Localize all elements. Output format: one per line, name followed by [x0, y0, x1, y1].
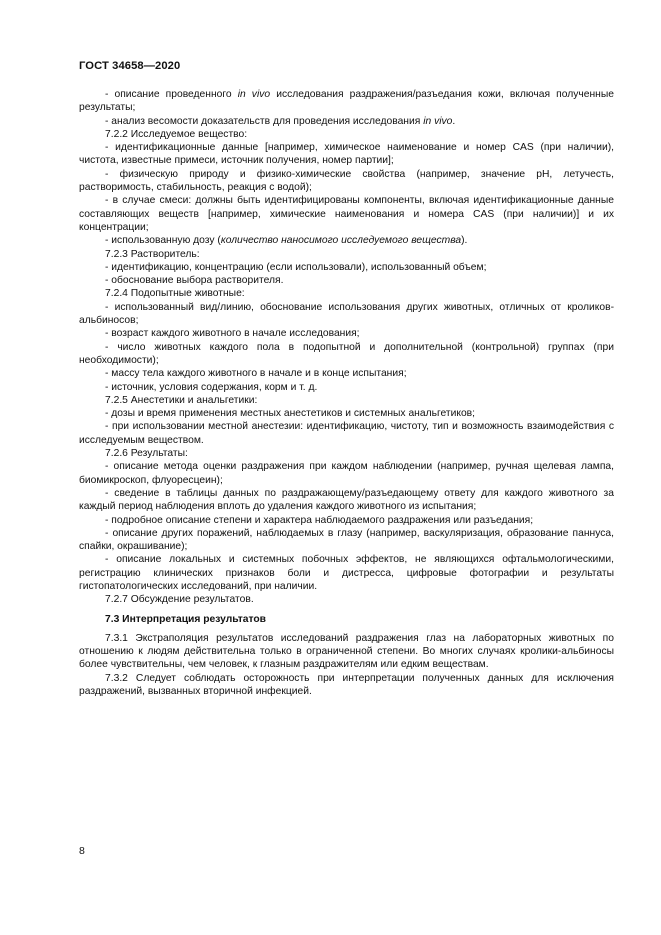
paragraph-body-weight: - массу тела каждого животного в начале и в конце испытания;	[105, 368, 407, 380]
heading-7-2-3: 7.2.3 Растворитель:	[105, 248, 200, 260]
heading-7-2-4: 7.2.4 Подопытные животные:	[105, 288, 245, 300]
paragraph-anesthetic-doses: - дозы и время применения местных анестетиков и системных анальгетиков;	[105, 408, 476, 420]
paragraph-mixture: - в случае смеси: должны быть идентифицированы компоненты, включая идентификационные данные составляющих веществ [например, химические наименования и номера CAS (при наличии)] и их концентрации;	[79, 195, 614, 233]
paragraph-in-vivo-description: - описание проведенного in vivo исследования раздражения/разъедания кожи, включая полученные результаты;	[79, 89, 614, 114]
document-body	[79, 88, 614, 698]
paragraph-weight-of-evidence: - анализ весомости доказательств для проведения исследования in vivo.	[105, 115, 456, 127]
paragraph-local-anesthesia: - при использовании местной анестезии: идентификацию, чистоту, тип и возможность взаимодействия с исследуемым веществом.	[79, 421, 614, 446]
document-header-code: ГОСТ 34658—2020	[79, 60, 181, 72]
paragraph-age: - возраст каждого животного в начале исследования;	[105, 328, 360, 340]
heading-7-2-6: 7.2.6 Результаты:	[105, 448, 188, 460]
heading-7-2-2: 7.2.2 Исследуемое вещество:	[105, 128, 248, 140]
heading-7-2-5: 7.2.5 Анестетики и анальгетики:	[105, 394, 258, 406]
paragraph-number-of-animals: - число животных каждого пола в подопытной и дополнительной (контрольной) группах (при необходимости);	[79, 341, 614, 366]
heading-7-2-7: 7.2.7 Обсуждение результатов.	[105, 594, 254, 606]
paragraph-tabulation: - сведение в таблицы данных по раздражающему/разъедающему ответу для каждого животного за каждый период наблюдения вплоть до удаления каждого животного из испытания;	[79, 487, 614, 513]
section-heading-7-3: 7.3 Интерпретация результатов	[105, 613, 266, 625]
paragraph-solvent-identification: - идентификацию, концентрацию (если использовали), использованный объем;	[105, 261, 487, 273]
paragraph-solvent-justification: - обоснование выбора растворителя.	[105, 275, 284, 287]
paragraph-identification-data: - идентификационные данные [например, химическое наименование и номер CAS (при наличии), чистота, известные примеси, источник получения, номер партии];	[79, 142, 614, 167]
paragraph-detailed-description: - подробное описание степени и характера наблюдаемого раздражения или разъедания;	[105, 514, 534, 526]
paragraph-evaluation-method: - описание метода оценки раздражения при каждом наблюдении (например, ручная щелевая лампа, биомикроскоп, флуоресцеин);	[79, 461, 614, 486]
paragraph-7-3-1: 7.3.1 Экстраполяция результатов исследований раздражения глаз на лабораторных животных по отношению к людям действительна только в ограниченной степени. Во многих случаях кролики-альбиносы более чувствительны, чем человек, к глазным раздражителям или едким веществам.	[79, 632, 614, 671]
paragraph-source-housing: - источник, условия содержания, корм и т. д.	[105, 381, 318, 393]
paragraph-physical-properties: - физическую природу и физико-химические свойства (например, значение pH, летучесть, растворимость, стабильность, реакция с водой);	[79, 168, 614, 194]
paragraph-other-lesions: - описание других поражений, наблюдаемых в глазу (например, васкуляризация, образование паннуса, спайки, окрашивание);	[79, 527, 614, 553]
paragraph-side-effects: - описание локальных и системных побочных эффектов, не являющихся офтальмологическими, регистрацию клинических признаков боли и дистресса, цифровые фотографии и результаты гистопатологических исследований, при наличии.	[79, 554, 614, 592]
page-number: 8	[79, 845, 85, 857]
paragraph-species: - использованный вид/линию, обоснование использования других животных, отличных от кроликов-альбиносов;	[79, 301, 614, 327]
paragraph-7-3-2: 7.3.2 Следует соблюдать осторожность при интерпретации полученных данных для исключения раздражений, вызванных вторичной инфекцией.	[79, 672, 614, 698]
paragraph-dose: - использованную дозу (количество наносимого исследуемого вещества).	[105, 235, 468, 247]
